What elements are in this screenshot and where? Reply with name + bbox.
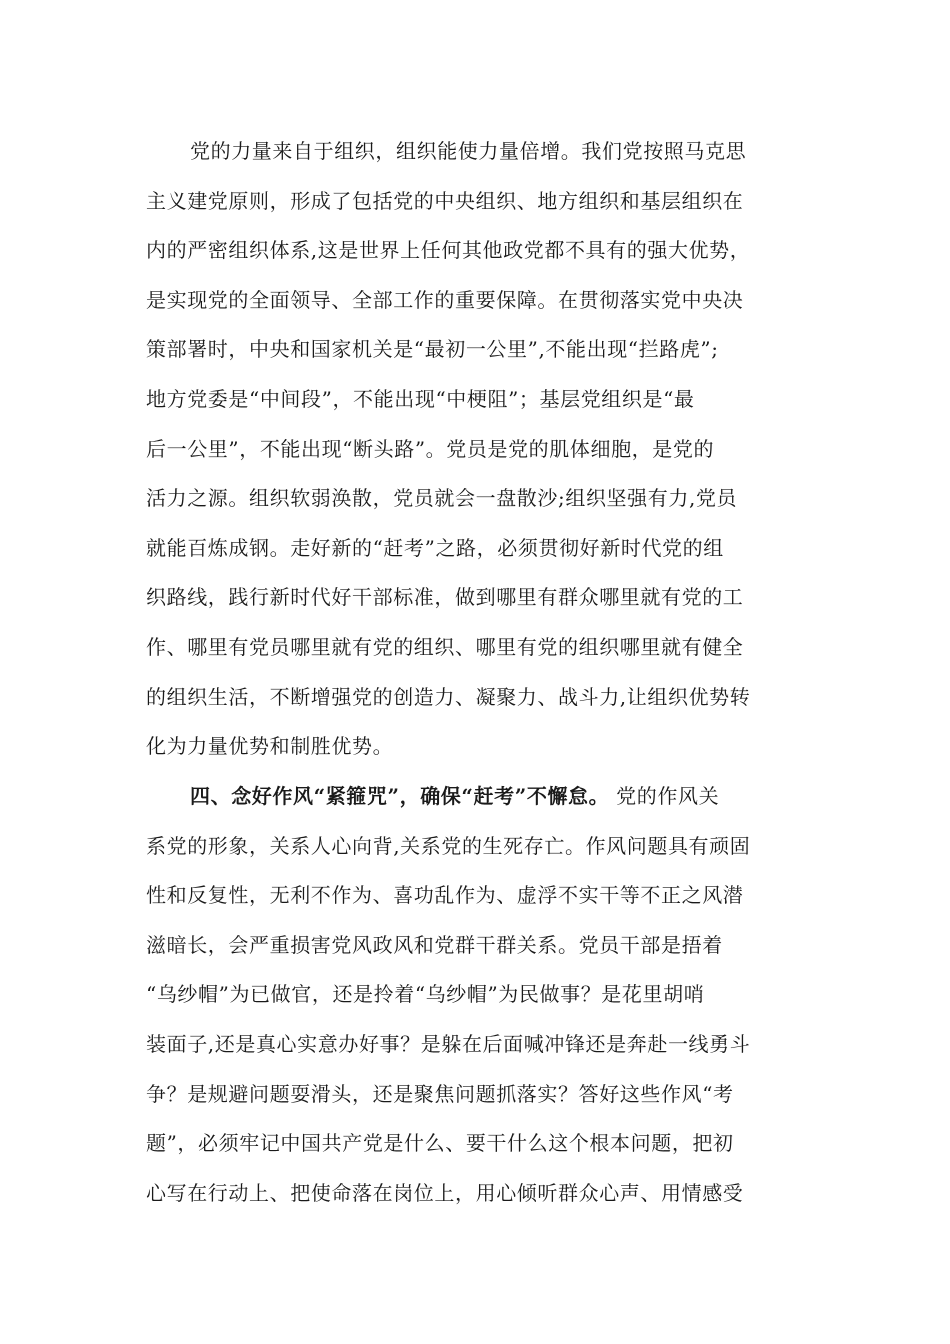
paragraph-line: 地方党委是“中间段”，不能出现“中梗阻”；基层党组织是“最 — [146, 387, 695, 411]
paragraph-line: “乌纱帽”为已做官，还是拎着“乌纱帽”为民做事？是花里胡哨 — [146, 982, 705, 1007]
paragraph-line: 性和反复性，无利不作为、喜功乱作为、虚浮不实干等不正之风潜 — [146, 883, 744, 908]
section-heading: 四、念好作风“紧箍咒”，确保“赶考”不懈怠。 — [190, 784, 610, 808]
paragraph-line: 化为力量优势和制胜优势。 — [146, 734, 394, 759]
paragraph-line: 作、哪里有党员哪里就有党的组织、哪里有党的组织哪里就有健全 — [146, 635, 744, 659]
paragraph-line: 滋暗长，会严重损害党风政风和党群干群关系。党员干部是捂着 — [146, 932, 723, 957]
paragraph-line: 就能百炼成钢。走好新的“赶考”之路，必须贯彻好新时代党的组 — [146, 535, 724, 560]
heading-continuation: 党的作风关 — [609, 784, 720, 808]
paragraph-line: 内的严密组织体系,这是世界上任何其他政党都不具有的强大优势， — [146, 238, 751, 263]
paragraph-line: 是实现党的全面领导、全部工作的重要保障。在贯彻落实党中央决 — [146, 287, 744, 312]
paragraph-line: 主义建党原则，形成了包括党的中央组织、地方组织和基层组织在 — [146, 188, 744, 213]
paragraph-line: 争？是规避问题耍滑头，还是聚焦问题抓落实？答好这些作风“考 — [146, 1081, 734, 1106]
paragraph-line: 系党的形象，关系人心向背,关系党的生死存亡。作风问题具有顽固 — [146, 833, 751, 858]
paragraph-line: 的组织生活，不断增强党的创造力、凝聚力、战斗力,让组织优势转 — [146, 684, 751, 709]
paragraph-line: 织路线，践行新时代好干部标准，做到哪里有群众哪里就有党的工 — [146, 585, 744, 610]
paragraph-line: 题”，必须牢记中国共产党是什么、要干什么这个根本问题，把初 — [146, 1131, 734, 1156]
paragraph-line: 策部署时，中央和国家机关是“最初一公里”,不能出现“拦路虎”; — [146, 337, 719, 362]
paragraph-line: 党的力量来自于组织，组织能使力量倍增。我们党按照马克思 — [190, 139, 747, 163]
paragraph-first-line — [146, 772, 719, 822]
paragraph-line: 后一公里”，不能出现“断头路”。党员是党的肌体细胞，是党的 — [146, 436, 715, 461]
paragraph-line: 活力之源。组织软弱涣散，党员就会一盘散沙;组织坚强有力,党员 — [146, 486, 738, 511]
paragraph-line: 装面子,还是真心实意办好事？是躲在后面喊冲锋还是奔赴一线勇斗 — [146, 1032, 751, 1056]
paragraph-line: 心写在行动上、把使命落在岗位上，用心倾听群众心声、用情感受 — [146, 1180, 744, 1205]
